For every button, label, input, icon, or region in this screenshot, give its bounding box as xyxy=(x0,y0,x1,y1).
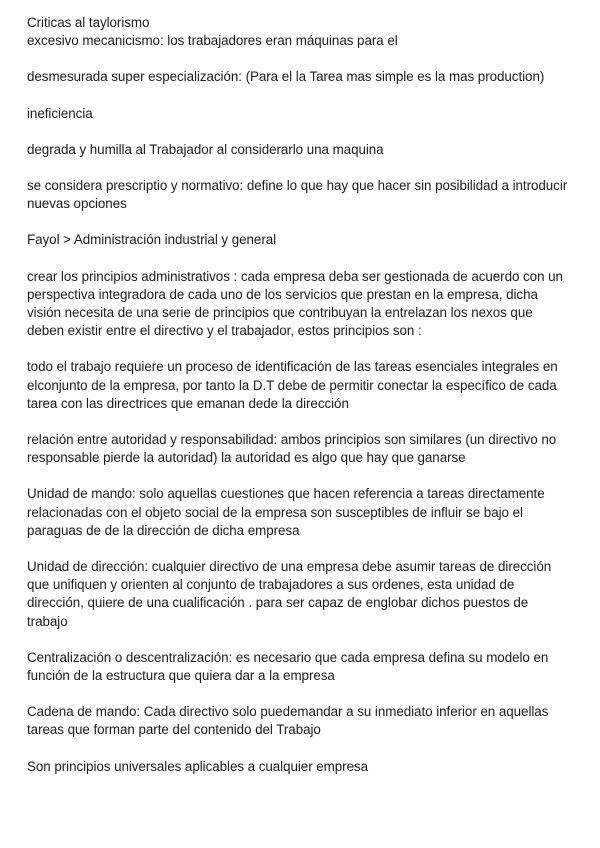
paragraph-line: Unidad de dirección: cualquier directivo de una empresa debe asumir tareas de dirección xyxy=(27,559,552,575)
paragraph-line: nuevas opciones xyxy=(27,196,127,212)
paragraph-line: dirección, quiere de una cualificación . para ser capaz de englobar dichos puestos de xyxy=(27,595,529,611)
paragraph-line: Centralización o descentralización: es necesario que cada empresa defina su modelo en xyxy=(27,649,549,665)
paragraph-identificacion xyxy=(27,358,575,413)
heading-block xyxy=(27,14,575,50)
paragraph-line: degrada y humilla al Trabajador al considerarlo una maquina xyxy=(27,141,384,157)
paragraph-fayol xyxy=(27,231,575,249)
paragraph-line: que unifiquen y orienten al conjunto de trabajadores a sus ordenes, esta unidad de xyxy=(27,577,515,593)
paragraph-line: Cadena de mando: Cada directivo solo puedemandar a su inmediato inferior en aquellas xyxy=(27,704,549,720)
paragraph-line: ineficiencia xyxy=(27,105,93,121)
paragraph-line: crear los principios administrativos : cada empresa deba ser gestionada de acuerdo con un xyxy=(27,268,563,284)
paragraph-line: deben existir entre el directivo y el trabajador, estos principios son : xyxy=(27,323,422,339)
paragraph-centralizacion xyxy=(27,649,575,685)
paragraph-unidad-direccion xyxy=(27,558,575,631)
document-title: Criticas al taylorismo xyxy=(27,15,150,30)
paragraph-cadena-mando xyxy=(27,703,575,739)
paragraph-line: elconjunto de la empresa, por tanto la D.T debe de permitir conectar la específico de cada xyxy=(27,377,557,393)
paragraph-line: trabajo xyxy=(27,613,68,629)
paragraph-line: excesivo mecanicismo: los trabajadores eran máquinas para el xyxy=(27,33,398,49)
paragraph-line: paraguas de de la dirección de dicha empresa xyxy=(27,522,300,538)
document-body xyxy=(27,14,575,794)
paragraph-line: responsable pierde la autoridad) la autoridad es algo que hay que ganarse xyxy=(27,450,466,466)
paragraph-line: todo el trabajo requiere un proceso de identificación de las tareas esenciales integrales en xyxy=(27,359,558,375)
paragraph-prescriptivo xyxy=(27,177,575,213)
paragraph-line: perspectiva integradora de cada uno de los servicios que prestan en la empresa, dicha xyxy=(27,286,538,302)
paragraph-line: Unidad de mando: solo aquellas cuestiones que hacen referencia a tareas directamente xyxy=(27,486,545,502)
paragraph-especializacion xyxy=(27,68,575,86)
paragraph-degrada xyxy=(27,141,575,159)
paragraph-line: desmesurada super especialización: (Para el la Tarea mas simple es la mas production) xyxy=(27,69,545,85)
paragraph-ineficiencia xyxy=(27,105,575,123)
paragraph-line: relacionadas con el objeto social de la empresa son susceptibles de influir se bajo el xyxy=(27,504,523,520)
paragraph-line: Fayol > Administración industrial y general xyxy=(27,232,277,248)
paragraph-line: relación entre autoridad y responsabilidad: ambos principios son similares (un directivo no xyxy=(27,432,557,448)
paragraph-line: tarea con las directrices que emanan dede la dirección xyxy=(27,395,349,411)
paragraph-autoridad xyxy=(27,431,575,467)
paragraph-universales xyxy=(27,758,575,776)
paragraph-line: visión necesita de una serie de principios que contribuyan la entrelazan los nexos que xyxy=(27,305,533,321)
paragraph-principios xyxy=(27,268,575,341)
paragraph-line: función de la estructura que quiera dar a la empresa xyxy=(27,668,335,684)
paragraph-line: se considera prescriptio y normativo: define lo que hay que hacer sin posibilidad a introducir xyxy=(27,178,568,194)
paragraph-unidad-mando xyxy=(27,485,575,540)
paragraph-line: Son principios universales aplicables a cualquier empresa xyxy=(27,758,369,774)
paragraph-line: tareas que forman parte del contenido del Trabajo xyxy=(27,722,321,738)
